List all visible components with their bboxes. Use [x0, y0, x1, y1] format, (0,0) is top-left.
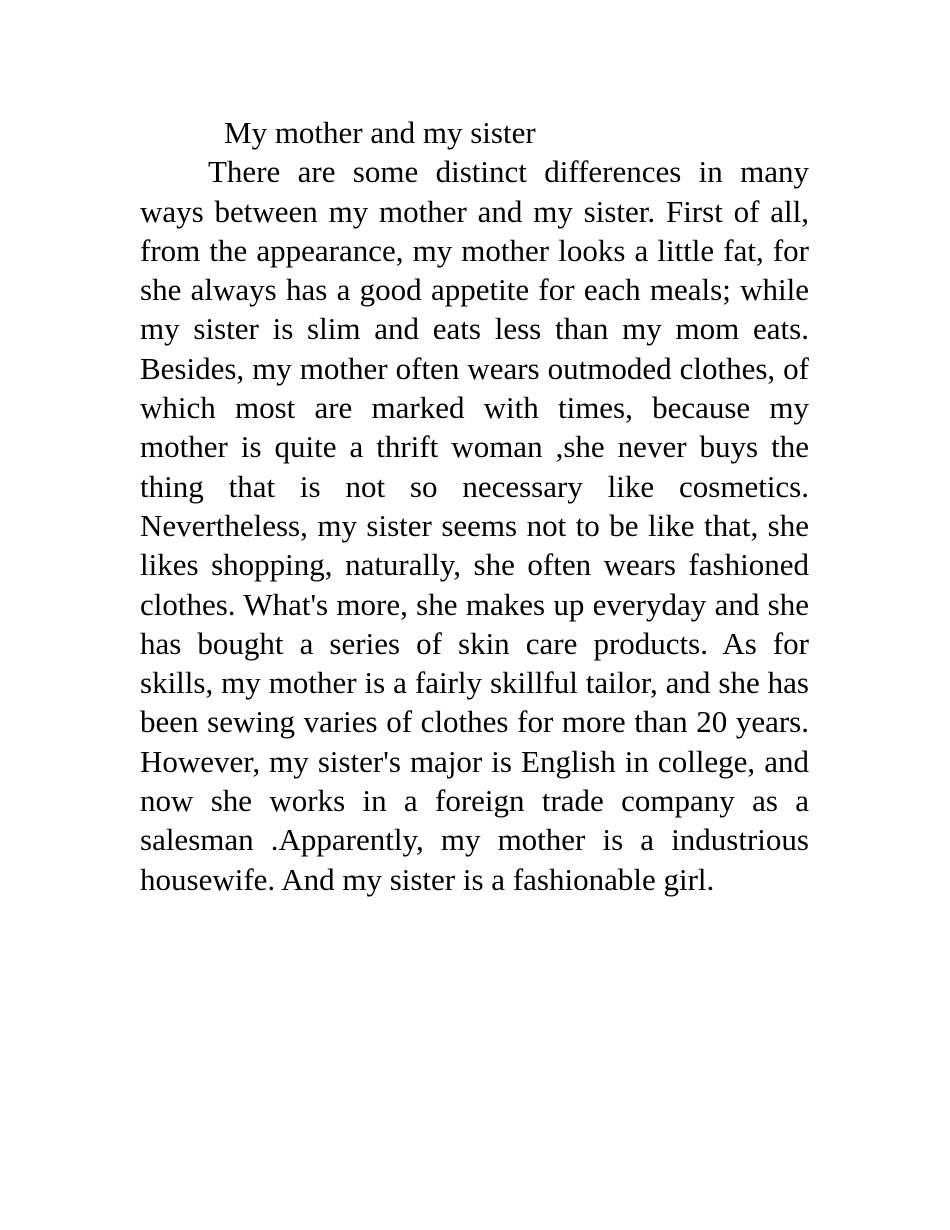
document-body-paragraph: There are some distinct differences in many ways between my mother and my sister. First of all, from the appearance, my mother looks a little fat, for she always has a good appetite for each meals; while my sister is slim and eats less than my mom eats. Besides, my mother often wears outmoded clothes, of which most are marked with times, because my mother is quite a thrift woman ,she never buys the thing that is not so necessary like cosmetics. Nevertheless, my sister seems not to be like that, she likes shopping, naturally, she often wears fashioned clothes. What's more, she makes up everyday and she has bought a series of skin care products. As for skills, my mother is a fairly skillful tailor, and she has been sewing varies of clothes for more than 20 years. However, my sister's major is English in college, and now she works in a foreign trade company as a salesman .Apparently, my mother is a industrious housewife. And my sister is a fashionable girl. [140, 154, 809, 897]
document-title: My mother and my sister [224, 115, 536, 150]
document-content [140, 113, 809, 899]
